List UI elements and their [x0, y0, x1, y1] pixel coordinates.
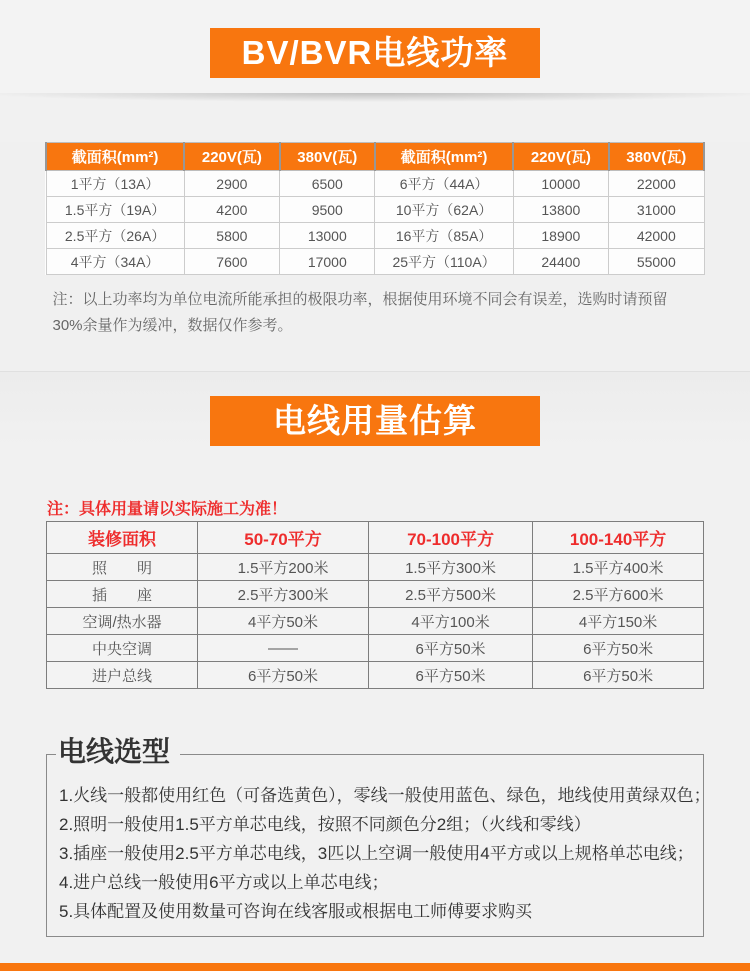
usage-cell: 1.5平方300米: [368, 554, 532, 581]
power-cell: 1平方（13A）: [46, 171, 184, 197]
usage-header-cell: 50-70平方: [198, 522, 369, 554]
power-cell: 10000: [513, 171, 608, 197]
usage-cell: 1.5平方200米: [198, 554, 369, 581]
usage-header-cell: 100-140平方: [533, 522, 704, 554]
power-cell: 1.5平方（19A）: [46, 197, 184, 223]
bottom-orange-bar: [0, 963, 750, 971]
power-table-section: [0, 142, 750, 371]
usage-cell: 中央空调: [47, 635, 198, 662]
usage-cell: 6平方50米: [533, 635, 704, 662]
power-header-cell: 380V(瓦): [280, 143, 375, 171]
power-table-header-row: [46, 143, 704, 171]
usage-table-row: [47, 635, 704, 662]
wire-selection-item: 2.照明一般使用1.5平方单芯电线，按照不同颜色分2组；（火线和零线）: [59, 815, 591, 834]
power-header-cell: 380V(瓦): [609, 143, 704, 171]
power-banner-section: [0, 0, 750, 93]
power-header-cell: 截面积(mm²): [46, 143, 184, 171]
power-cell: 18900: [513, 223, 608, 249]
power-banner-title: BV/BVR电线功率: [210, 28, 540, 78]
usage-cell: ——: [198, 635, 369, 662]
power-cell: 7600: [184, 249, 279, 275]
usage-cell: 进户总线: [47, 662, 198, 689]
power-cell: 55000: [609, 249, 704, 275]
usage-cell: 4平方50米: [198, 608, 369, 635]
power-cell: 9500: [280, 197, 375, 223]
wire-selection-item: 3.插座一般使用2.5平方单芯电线，3匹以上空调一般使用4平方或以上规格单芯电线；: [59, 844, 694, 863]
wire-selection-list: [59, 781, 711, 926]
usage-cell: 6平方50米: [368, 662, 532, 689]
power-cell: 2.5平方（26A）: [46, 223, 184, 249]
wire-selection-item: 5.具体配置及使用数量可咨询在线客服或根据电工师傅要求购买: [59, 902, 533, 921]
usage-cell: 2.5平方500米: [368, 581, 532, 608]
power-cell: 24400: [513, 249, 608, 275]
usage-cell: 6平方50米: [198, 662, 369, 689]
usage-header-cell: 装修面积: [47, 522, 198, 554]
power-table-row: [46, 171, 704, 197]
power-cell: 2900: [184, 171, 279, 197]
wire-selection-item: 4.进户总线一般使用6平方或以上单芯电线；: [59, 873, 389, 892]
usage-cell: 4平方150米: [533, 608, 704, 635]
power-table-note: 注：以上功率均为单位电流所能承担的极限功率，根据使用环境不同会有误差，选购时请预留30%余量作为缓冲，数据仅作参考。: [52, 291, 668, 334]
power-cell: 6平方（44A）: [375, 171, 513, 197]
usage-banner-title: 电线用量估算: [210, 396, 540, 446]
usage-cell: 2.5平方600米: [533, 581, 704, 608]
power-cell: 4平方（34A）: [46, 249, 184, 275]
wire-selection-title: 电线选型: [56, 733, 180, 771]
power-cell: 4200: [184, 197, 279, 223]
power-header-cell: 220V(瓦): [184, 143, 279, 171]
usage-header-cell: 70-100平方: [368, 522, 532, 554]
usage-banner-section: [0, 371, 750, 446]
power-cell: 6500: [280, 171, 375, 197]
usage-cell: 4平方100米: [368, 608, 532, 635]
wire-selection-item: 1.火线一般都使用红色（可备选黄色），零线一般使用蓝色、绿色，地线使用黄绿双色；: [59, 786, 711, 805]
usage-cell: 1.5平方400米: [533, 554, 704, 581]
usage-cell: 2.5平方300米: [198, 581, 369, 608]
power-cell: 5800: [184, 223, 279, 249]
power-cell: 42000: [609, 223, 704, 249]
usage-table-row: [47, 554, 704, 581]
section-divider-shadow: [0, 93, 750, 107]
power-table-row: [46, 223, 704, 249]
power-cell: 16平方（85A）: [375, 223, 513, 249]
power-header-cell: 截面积(mm²): [375, 143, 513, 171]
usage-note: 注：具体用量请以实际施工为准！: [47, 501, 288, 518]
wire-selection-box: [46, 736, 711, 937]
usage-table-row: [47, 662, 704, 689]
power-cell: 13800: [513, 197, 608, 223]
usage-cell: 插 座: [47, 581, 198, 608]
usage-cell: 照 明: [47, 554, 198, 581]
usage-table-row: [47, 581, 704, 608]
usage-cell: 6平方50米: [533, 662, 704, 689]
power-cell: 25平方（110A）: [375, 249, 513, 275]
power-cell: 13000: [280, 223, 375, 249]
usage-table: [46, 521, 704, 689]
power-cell: 31000: [609, 197, 704, 223]
power-cell: 17000: [280, 249, 375, 275]
power-table-row: [46, 249, 704, 275]
usage-cell: 空调/热水器: [47, 608, 198, 635]
usage-section: [0, 499, 750, 937]
usage-cell: 6平方50米: [368, 635, 532, 662]
usage-table-row: [47, 608, 704, 635]
power-header-cell: 220V(瓦): [513, 143, 608, 171]
power-cell: 22000: [609, 171, 704, 197]
usage-table-header-row: [47, 522, 704, 554]
power-cell: 10平方（62A）: [375, 197, 513, 223]
power-table: [45, 142, 705, 275]
power-table-row: [46, 197, 704, 223]
